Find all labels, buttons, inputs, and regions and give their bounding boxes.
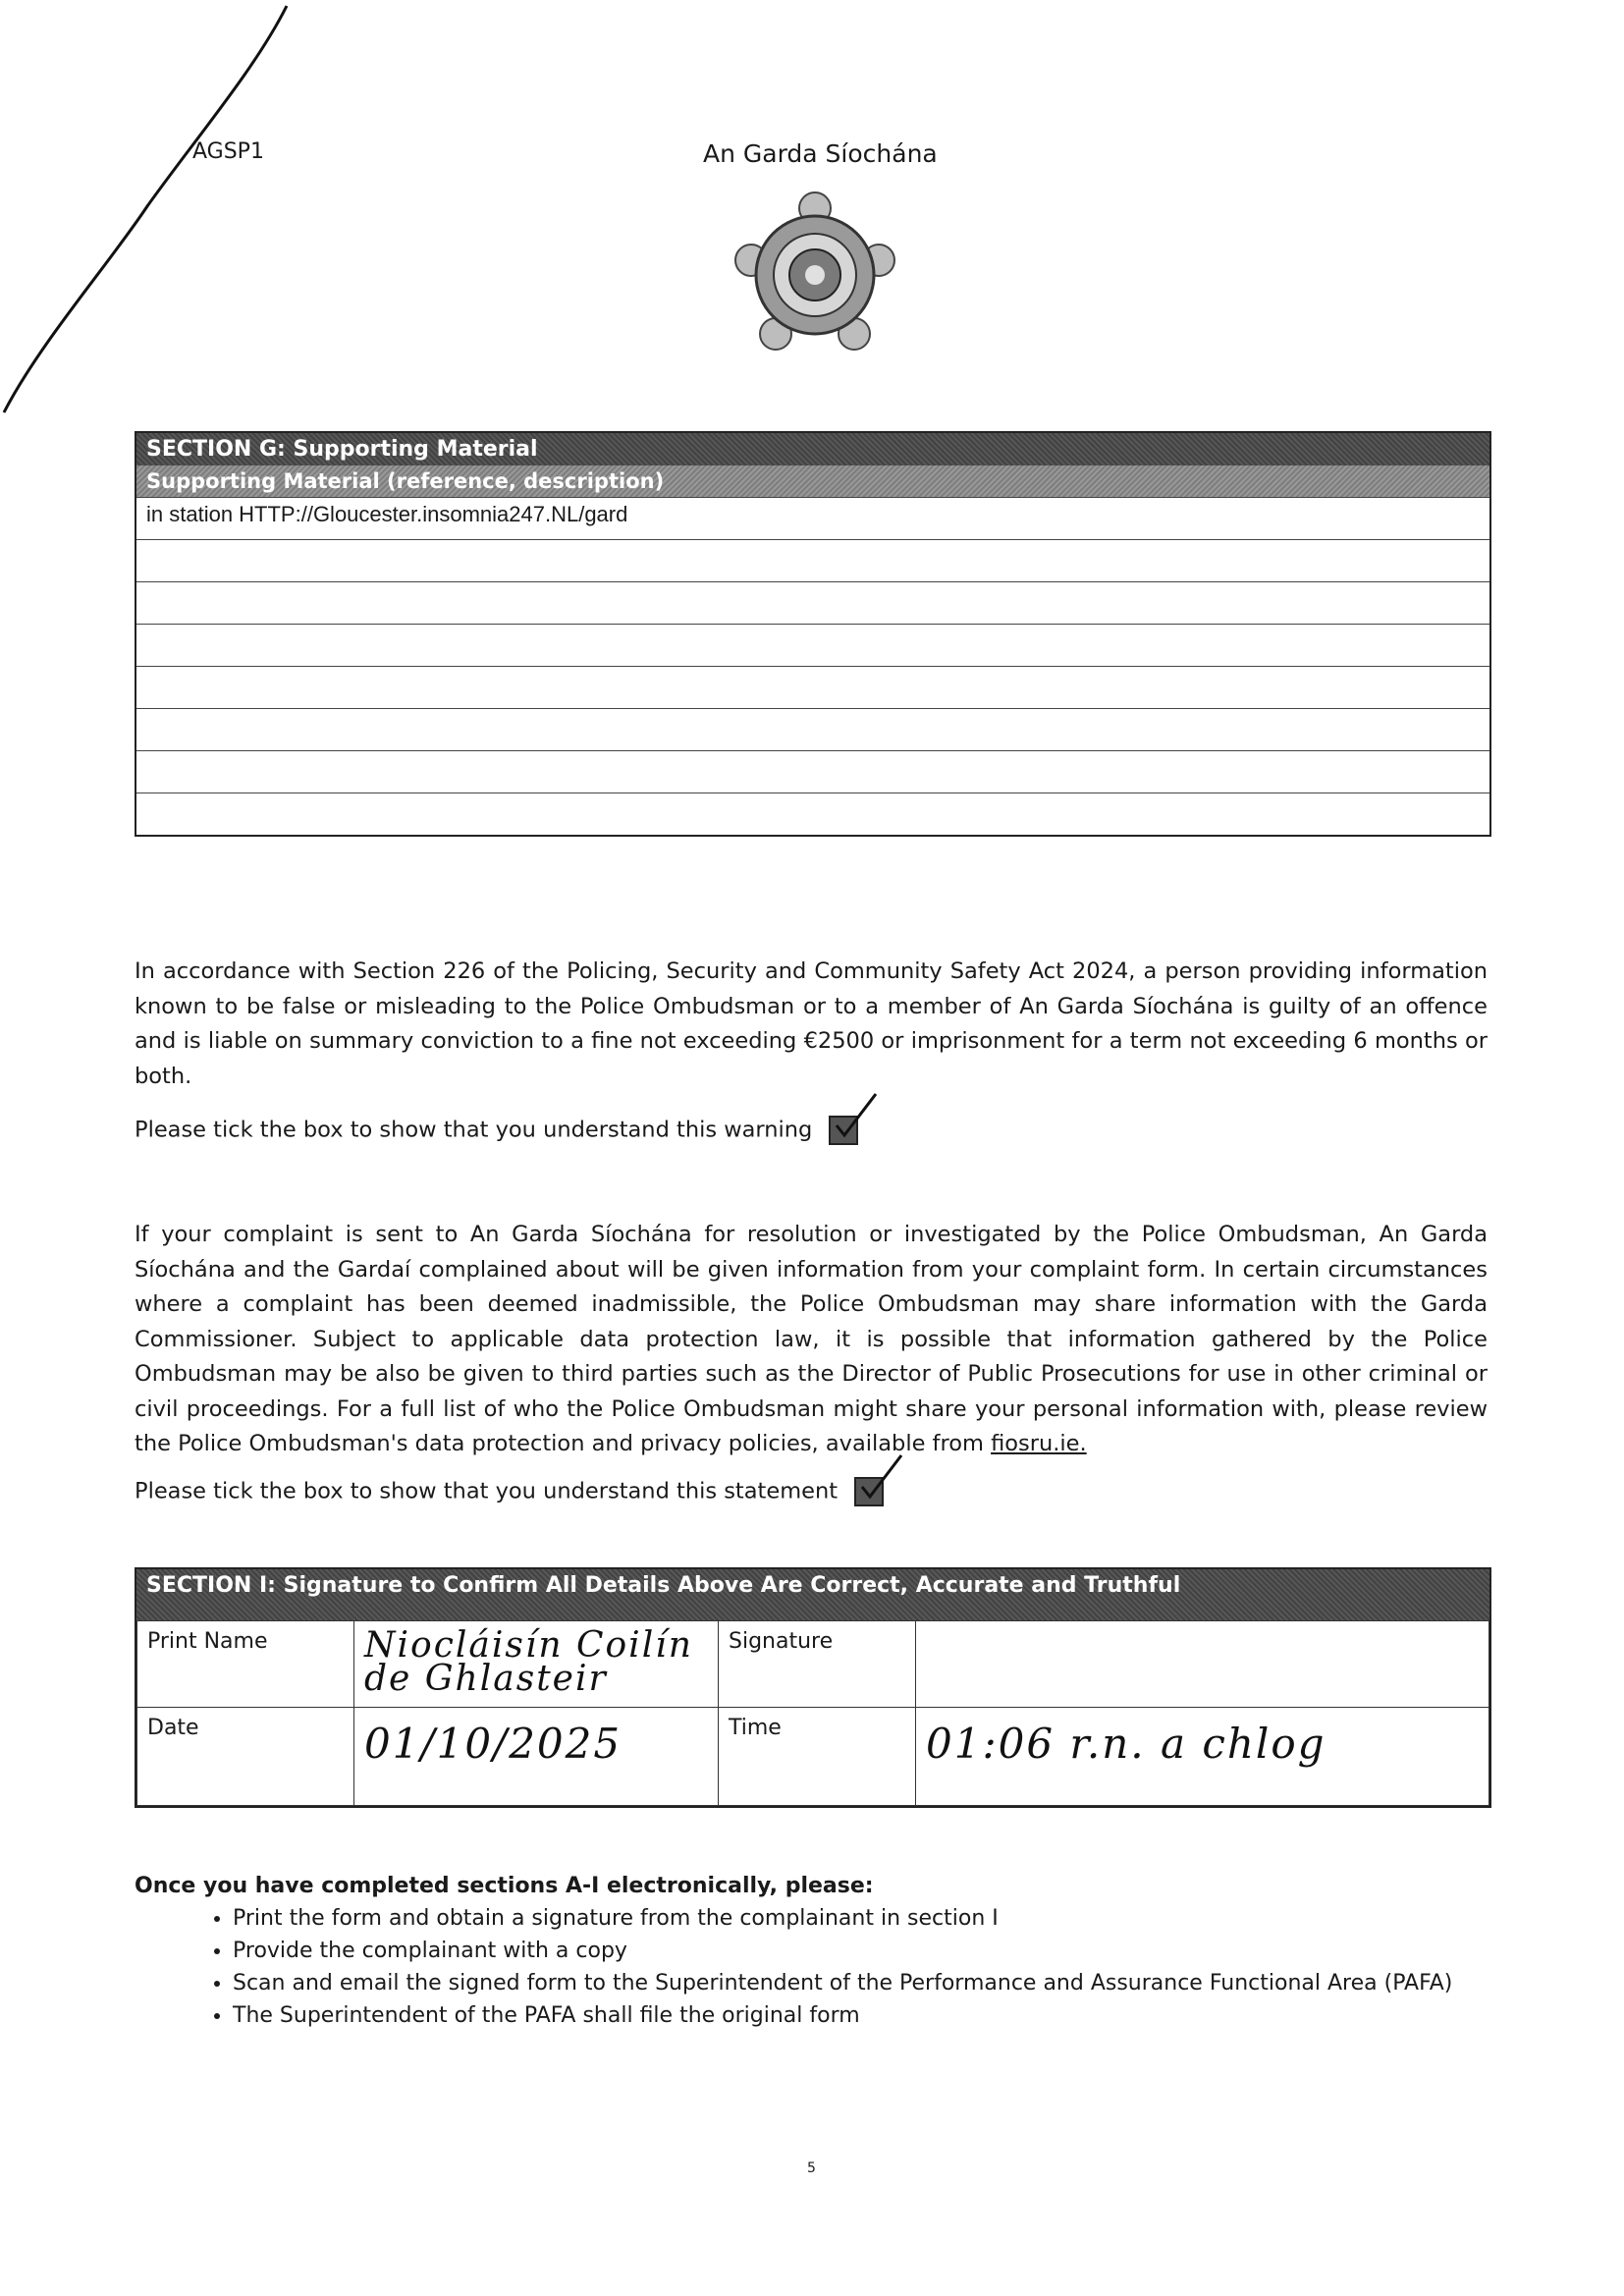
completion-instructions bbox=[135, 1874, 1539, 2032]
false-information-warning: In accordance with Section 226 of the Policing, Security and Community Safety Act 2024, a person providing information known to be false or misleading to the Police Ombudsman or to a member of An Garda Síochána is guilty of an offence and is liable on summary conviction to a fine not exceeding €2500 or imprisonment for a term not exceeding 6 months or both. bbox=[135, 958, 1488, 1089]
date-label: Date bbox=[137, 1708, 354, 1806]
checkmark-icon bbox=[833, 1092, 882, 1141]
page-number: 5 bbox=[807, 2160, 816, 2176]
statement-text: If your complaint is sent to An Garda Síochána for resolution or investigated by the Police Ombudsman, An Garda Síochána and the Gardaí complained about will be given information from your complaint form. In certain circumstances where a complaint has been deemed inadmissible, the Police Ombudsman may share information with the Garda Commissioner. Subject to applicable data protection law, it is possible that information gathered by the Police Ombudsman may be also be given to third parties such as the Director of Public Prosecutions for use in other criminal or civil proceedings. For a full list of who the Police Ombudsman might share your personal information with, please review the Police Ombudsman's data protection and privacy policies, available from bbox=[135, 1222, 1488, 1456]
date-field[interactable] bbox=[354, 1708, 719, 1806]
signature-field[interactable] bbox=[916, 1621, 1489, 1708]
supporting-material-row[interactable]: in station HTTP://Gloucester.insomnia247.NL/gard bbox=[136, 497, 1489, 539]
warning-checkbox[interactable] bbox=[829, 1116, 858, 1145]
statement-tick-label: Please tick the box to show that you understand this statement bbox=[135, 1478, 839, 1504]
signature-label: Signature bbox=[719, 1621, 916, 1708]
statement-checkbox[interactable] bbox=[854, 1477, 884, 1506]
list-item: • Scan and email the signed form to the Superintendent of the Performance and Assurance Functional Area (PAFA) bbox=[233, 1967, 1539, 1999]
date-value: 01/10/2025 bbox=[364, 1720, 623, 1768]
garda-crest-icon bbox=[727, 187, 903, 363]
print-name-field[interactable] bbox=[354, 1621, 719, 1708]
margin-pen-stroke bbox=[0, 0, 314, 432]
data-sharing-statement bbox=[135, 1218, 1488, 1462]
print-name-line-1: Niocláisín Coilín bbox=[364, 1625, 693, 1666]
supporting-material-row[interactable] bbox=[136, 708, 1489, 750]
supporting-material-row[interactable] bbox=[136, 581, 1489, 624]
checkmark-icon bbox=[858, 1453, 907, 1503]
instructions-title: Once you have completed sections A-I electronically, please: bbox=[135, 1874, 874, 1898]
form-code: AGSP1 bbox=[192, 139, 264, 164]
section-g-table bbox=[135, 431, 1491, 837]
statement-tick-line bbox=[135, 1477, 884, 1506]
section-g-subheader: Supporting Material (reference, description) bbox=[136, 465, 1489, 497]
fiosru-link[interactable]: fiosru.ie. bbox=[991, 1431, 1087, 1456]
warning-tick-line bbox=[135, 1116, 858, 1145]
supporting-material-row[interactable] bbox=[136, 793, 1489, 835]
warning-tick-label: Please tick the box to show that you understand this warning bbox=[135, 1117, 813, 1143]
list-item: • Print the form and obtain a signature from the complainant in section I bbox=[233, 1902, 1539, 1935]
time-label: Time bbox=[719, 1708, 916, 1806]
section-i-title: SECTION I: Signature to Confirm All Details Above Are Correct, Accurate and Truthful bbox=[136, 1569, 1489, 1620]
time-value: 01:06 r.n. a chlog bbox=[926, 1720, 1326, 1768]
list-item: • Provide the complainant with a copy bbox=[233, 1935, 1539, 1967]
section-g-title: SECTION G: Supporting Material bbox=[136, 433, 1489, 465]
supporting-material-row[interactable] bbox=[136, 539, 1489, 581]
list-item: • The Superintendent of the PAFA shall file the original form bbox=[233, 1999, 1539, 2032]
instructions-list bbox=[135, 1902, 1539, 2032]
print-name-line-2: de Ghlasteir bbox=[364, 1659, 608, 1699]
section-i-table bbox=[135, 1567, 1491, 1808]
supporting-material-row[interactable] bbox=[136, 750, 1489, 793]
organisation-name: An Garda Síochána bbox=[703, 139, 938, 168]
time-field[interactable] bbox=[916, 1708, 1489, 1806]
supporting-material-row[interactable] bbox=[136, 666, 1489, 708]
supporting-material-row[interactable] bbox=[136, 624, 1489, 666]
print-name-label: Print Name bbox=[137, 1621, 354, 1708]
